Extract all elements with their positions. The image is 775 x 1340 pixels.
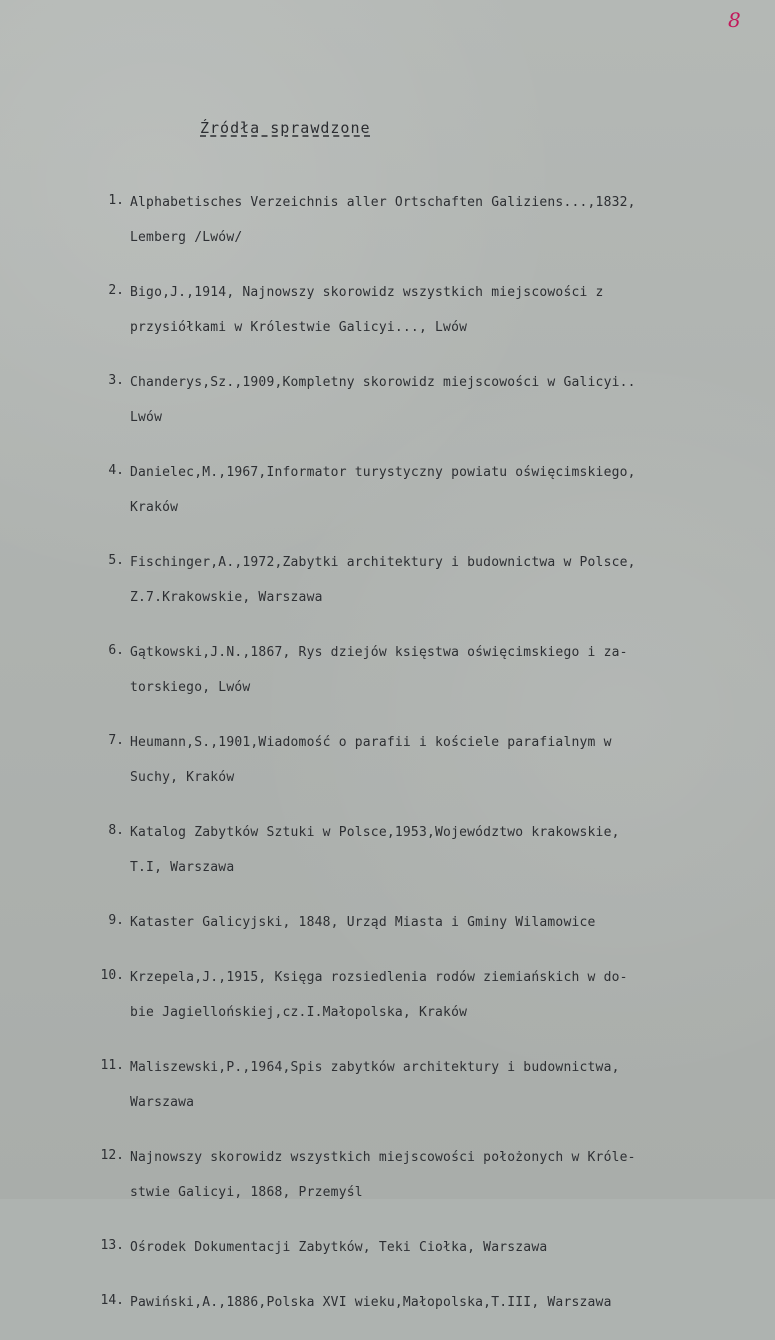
entry-line: Chanderys,Sz.,1909,Kompletny skorowidz miejscowości w Galicyi..: [130, 375, 636, 390]
entry-number: 13.: [100, 1238, 124, 1253]
entry-line: Maliszewski,P.,1964,Spis zabytków architektury i budownictwa,: [130, 1060, 620, 1075]
source-entry: [88, 960, 768, 1030]
source-entry: [88, 1285, 768, 1320]
entry-line: torskiego, Lwów: [130, 680, 251, 695]
entry-number: 14.: [100, 1293, 124, 1308]
entry-line: Ośrodek Dokumentacji Zabytków, Teki Ciołka, Warszawa: [130, 1240, 548, 1255]
entry-line: Kataster Galicyjski, 1848, Urząd Miasta i Gminy Wilamowice: [130, 915, 596, 930]
entry-number: 9.: [108, 913, 124, 928]
entry-line: Warszawa: [130, 1095, 195, 1110]
source-entry: [88, 1050, 768, 1120]
entry-line: Z.7.Krakowskie, Warszawa: [130, 590, 323, 605]
entry-number: 3.: [108, 373, 124, 388]
source-entry: [88, 185, 768, 255]
source-entry: [88, 905, 768, 940]
entry-number: 5.: [108, 553, 124, 568]
entry-line: stwie Galicyi, 1868, Przemyśl: [130, 1185, 363, 1200]
entry-number: 6.: [108, 643, 124, 658]
entry-line: Krzepela,J.,1915, Księga rozsiedlenia rodów ziemiańskich w do-: [130, 970, 628, 985]
source-entry: [88, 635, 768, 705]
entry-line: Bigo,J.,1914, Najnowszy skorowidz wszystkich miejscowości z: [130, 285, 604, 300]
entry-line: Danielec,M.,1967,Informator turystyczny powiatu oświęcimskiego,: [130, 465, 636, 480]
page-title: Źródła sprawdzone: [200, 119, 371, 137]
sources-list: [88, 185, 768, 1340]
entry-line: bie Jagiellońskiej,cz.I.Małopolska, Kraków: [130, 1005, 468, 1020]
entry-number: 7.: [108, 733, 124, 748]
entry-line: T.I, Warszawa: [130, 860, 235, 875]
source-entry: [88, 1230, 768, 1265]
entry-line: Gątkowski,J.N.,1867, Rys dziejów księstwa oświęcimskiego i za-: [130, 645, 628, 660]
entry-number: 1.: [108, 193, 124, 208]
source-entry: [88, 455, 768, 525]
page-number: 8: [728, 8, 741, 32]
entry-line: przysiółkami w Królestwie Galicyi..., Lwów: [130, 320, 468, 335]
entry-number: 8.: [108, 823, 124, 838]
entry-line: Lwów: [130, 410, 163, 425]
entry-number: 10.: [100, 968, 124, 983]
entry-number: 4.: [108, 463, 124, 478]
entry-number: 12.: [100, 1148, 124, 1163]
entry-line: Katalog Zabytków Sztuki w Polsce,1953,Województwo krakowskie,: [130, 825, 620, 840]
source-entry: [88, 725, 768, 795]
source-entry: [88, 545, 768, 615]
entry-line: Kraków: [130, 500, 179, 515]
entry-line: Lemberg /Lwów/: [130, 230, 243, 245]
entry-line: Alphabetisches Verzeichnis aller Ortschaften Galiziens...,1832,: [130, 195, 636, 210]
source-entry: [88, 275, 768, 345]
source-entry: [88, 365, 768, 435]
source-entry: [88, 1140, 768, 1210]
entry-line: Fischinger,A.,1972,Zabytki architektury i budownictwa w Polsce,: [130, 555, 636, 570]
source-entry: [88, 815, 768, 885]
entry-line: Heumann,S.,1901,Wiadomość o parafii i kościele parafialnym w: [130, 735, 612, 750]
entry-number: 11.: [100, 1058, 124, 1073]
entry-line: Suchy, Kraków: [130, 770, 235, 785]
entry-line: Najnowszy skorowidz wszystkich miejscowości położonych w Króle-: [130, 1150, 636, 1165]
entry-line: Pawiński,A.,1886,Polska XVI wieku,Małopolska,T.III, Warszawa: [130, 1295, 612, 1310]
entry-number: 2.: [108, 283, 124, 298]
